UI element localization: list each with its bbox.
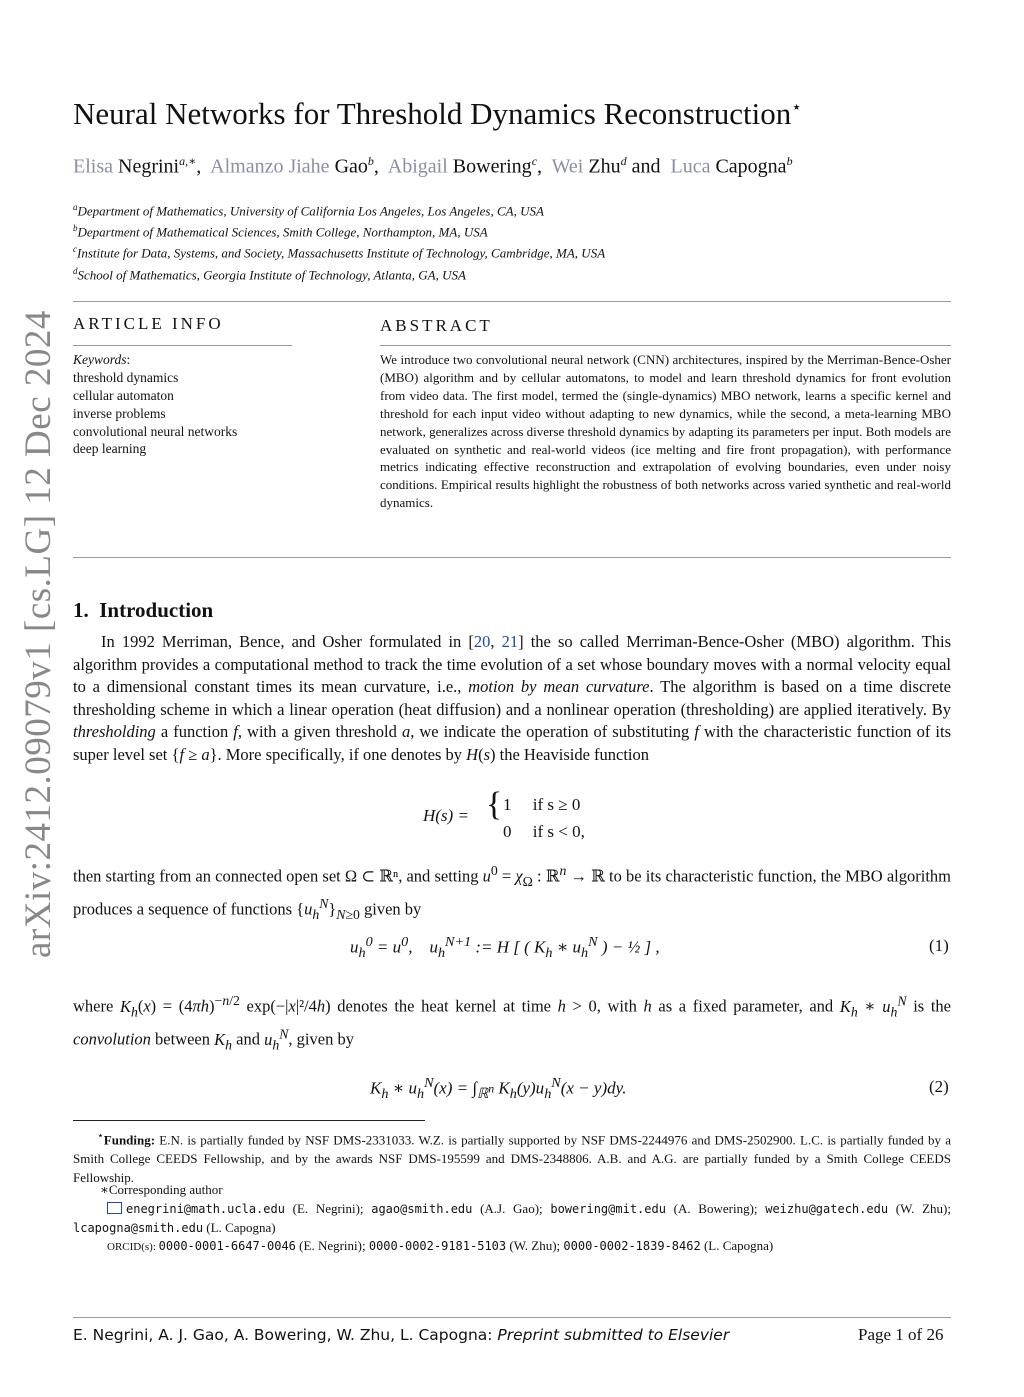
- email-link[interactable]: bowering@mit.edu: [550, 1202, 666, 1216]
- text-run: . More specifically, if one denotes by: [217, 744, 467, 764]
- author-last-name: Gao: [334, 155, 368, 178]
- affiliation-sup: d: [73, 266, 78, 276]
- keywords-label: Keywords:: [73, 352, 131, 367]
- author-affil-sup: b: [786, 154, 793, 168]
- email-line: [73, 1200, 951, 1237]
- keyword-item: deep learning: [73, 441, 147, 456]
- email-link[interactable]: agao@smith.edu: [371, 1202, 473, 1216]
- author-affil-sup: c: [531, 154, 538, 168]
- title-footnote-mark: ⋆: [791, 97, 802, 117]
- author-and: and: [631, 155, 661, 178]
- orcid-link[interactable]: 0000-0002-9181-5103: [368, 1239, 507, 1253]
- text-run: to be its characteristic function, the MBO algorithm produces a sequence of functions: [73, 866, 952, 919]
- text-run: . The algorithm is based on a time discrete thresholding scheme in which a linear operation (heat diffusion) and a nonlinear operation (thresholding) are applied iteratively. By: [73, 677, 951, 719]
- text-run: with the characteristic function of its super level set: [73, 722, 951, 764]
- text-run: In 1992 Merriman, Bence, and Osher formulated in [: [101, 632, 474, 651]
- paper-title: [73, 96, 802, 132]
- abstract-end-divider: [73, 557, 951, 558]
- funding-text: E.N. is partially funded by NSF DMS-2331033. W.Z. is partially supported by NSF DMS-2244976 and DMS-2502900. L.C. is partially funded by a Smith College CEEDS Fellowship, and by the awards NSF DMS-195599 and DMS-2348806. A.B. and A.G. are partially funded by a Smith College CEEDS Fellowship.: [73, 1132, 951, 1185]
- heaviside-case-1: [503, 795, 580, 815]
- arxiv-stamp: arXiv:2412.09079v1 [cs.LG] 12 Dec 2024: [18, 310, 59, 958]
- intro-paragraph-3: where $K_h(x) = (4\pi h)^{-n/2}$ exp(−|x|²/4h) denotes the heat kernel at time h > 0, with h as a fixed parameter, and $K_h$ ∗ $u_h^N$ is the convolution between $K_h$ and $u_h^N$, given by: [73, 993, 951, 1053]
- affiliation-text: Department of Mathematical Sciences, Smith College, Northampton, MA, USA: [77, 224, 488, 240]
- citation-link[interactable]: 21: [501, 632, 519, 651]
- email-link[interactable]: weizhu@gatech.edu: [765, 1202, 889, 1216]
- corresponding-author: ∗Corresponding author: [100, 1182, 223, 1197]
- emphasis: thresholding: [73, 722, 156, 742]
- text-run: given by: [359, 899, 422, 919]
- affiliation: [73, 223, 488, 240]
- author-first-name: Wei: [551, 155, 584, 178]
- text-run: , with a given threshold: [237, 722, 402, 742]
- text-run: where: [73, 996, 120, 1016]
- affiliation-text: School of Mathematics, Georgia Institute of Technology, Atlanta, GA, USA: [77, 267, 466, 283]
- text-run: a function: [155, 722, 234, 742]
- affiliation-text: Institute for Data, Systems, and Society, Massachusetts Institute of Technology, Cambridge, MA, USA: [77, 245, 606, 261]
- affiliation-sup: a: [73, 202, 78, 212]
- case-condition: if s ≥ 0: [532, 795, 581, 814]
- author-last-name: Negrini: [118, 155, 180, 178]
- text-run: then starting from an connected open set Ω ⊂ ℝⁿ, and setting: [73, 866, 483, 886]
- case-condition: if s < 0: [532, 822, 581, 841]
- text-run: , we indicate the operation of substituting: [410, 722, 695, 742]
- footnote-divider: [73, 1120, 425, 1121]
- citation-link[interactable]: 20: [473, 632, 491, 651]
- text-run: is the: [913, 996, 951, 1016]
- email-owner: (W. Zhu);: [888, 1201, 951, 1216]
- orcid-line: [107, 1237, 951, 1257]
- funding-footnote: [73, 1127, 951, 1187]
- header-divider: [73, 301, 951, 302]
- case-value: 1: [503, 795, 512, 814]
- author-affil-sup: d: [620, 154, 627, 168]
- equation-2-number: (2): [929, 1077, 949, 1096]
- case-value: 0: [503, 822, 512, 841]
- text-run: and: [232, 1029, 265, 1049]
- orcid-link[interactable]: 0000-0001-6647-0046: [158, 1239, 296, 1253]
- author-list: Elisa Negrini$^{a,∗}$, Almanzo Jiahe Gao$^b$, Abigail Bowering$^c$, Wei Zhu$^d$ and Luca Capogna$^b$: [73, 154, 793, 178]
- equation-2: $K_h$ ∗ $u_h^N(x) = \int_{ℝ^n}$ $K_h(y)u_h^N(x - y)dy$.: [370, 1075, 627, 1103]
- orcid-label: ORCID(s):: [107, 1241, 159, 1253]
- email-owner: (A.J. Gao);: [472, 1201, 551, 1216]
- text-run: ,: [490, 632, 502, 651]
- author-first-name: Almanzo Jiahe: [210, 155, 330, 178]
- text-run: between: [150, 1029, 215, 1049]
- keyword-item: cellular automaton: [73, 388, 174, 403]
- email-link[interactable]: lcapogna@smith.edu: [73, 1220, 204, 1235]
- article-info-heading: ARTICLE INFO: [73, 314, 224, 333]
- email-owner: (E. Negrini);: [284, 1201, 372, 1216]
- heaviside-lhs: H(s) =: [423, 806, 469, 825]
- brace-glyph: {: [486, 786, 503, 823]
- affiliation-text: Department of Mathematics, University of California Los Angeles, Los Angeles, CA, USA: [77, 203, 544, 219]
- footer-citation: [73, 1326, 729, 1344]
- text-run: the Heaviside function: [495, 744, 650, 764]
- title-text: Neural Networks for Threshold Dynamics Reconstruction: [73, 96, 792, 131]
- email-owner: (A. Bowering);: [665, 1201, 766, 1216]
- intro-paragraph-2: then starting from an connected open set Ω ⊂ ℝⁿ, and setting $u^0 = \chi_\Omega$ : ℝ$^n$ → ℝ to be its characteristic function, the MBO algorithm produces a sequence of functions $\{u_h^N\}_{N\ge 0}$ given by: [73, 863, 952, 923]
- footer-divider: [73, 1317, 951, 1318]
- heaviside-case-2: 0 if s < 0,: [503, 822, 585, 841]
- author-first-name: Elisa: [73, 155, 113, 178]
- author-first-name: Luca: [670, 155, 711, 178]
- author-affil-sup: b: [367, 154, 374, 168]
- abstract-text: We introduce two convolutional neural network (CNN) architectures, inspired by the Merriman-Bence-Osher (MBO) algorithm and by cellular automatons, to model and learn threshold dynamics for front evolution from video data. The first model, termed the (single-dynamics) MBO network, learns a specific kernel and threshold for each input video without adapting to new dynamics, while the second, a meta-learning MBO network, generalizes across diverse threshold dynamics by adapting its parameters per input. Both models are evaluated on synthetic and real-world videos (ice melting and fire front propagation), with performance metrics indicating effective reconstruction and extrapolation of evolving boundaries, even under noisy conditions. Empirical results highlight the robustness of both networks across varied synthetic and real-world dynamics.: [380, 352, 951, 511]
- keyword-item: inverse problems: [73, 406, 166, 421]
- author-last-name: Bowering: [452, 155, 532, 178]
- email-icon: [107, 1202, 122, 1214]
- keyword-item: convolutional neural networks: [73, 424, 238, 439]
- orcid-owner: (L. Capogna): [700, 1238, 774, 1253]
- affiliation: [73, 244, 605, 261]
- author-affil-sup: a,∗: [179, 154, 197, 168]
- text-run: , given by: [288, 1029, 354, 1049]
- orcid-owner: (E. Negrini);: [295, 1238, 369, 1253]
- page-number: Page 1 of 26: [858, 1325, 944, 1344]
- keywords-label-text: Keywords: [73, 352, 127, 367]
- abstract-heading: ABSTRACT: [380, 316, 493, 335]
- article-info-divider: [73, 345, 292, 346]
- author-last-name: Capogna: [715, 155, 787, 178]
- email-owner: (L. Capogna): [203, 1219, 276, 1235]
- abstract-divider: [380, 345, 951, 346]
- orcid-owner: (W. Zhu);: [506, 1238, 564, 1253]
- affiliation-sup: b: [73, 223, 78, 233]
- text-run: denotes the heat kernel at time: [330, 996, 558, 1016]
- equation-1-number: (1): [929, 936, 949, 955]
- equation-1: $u_h^0 = u^0$, $u_h^{N+1}$ := H [ ( $K_h$ ∗ $u_h^N$ ) − ½ ] ,: [350, 934, 660, 962]
- section-number: 1.: [73, 598, 89, 622]
- affiliation-sup: c: [73, 244, 77, 254]
- text-run: , with: [596, 996, 644, 1016]
- section-heading: [73, 598, 213, 623]
- funding-label: Funding:: [103, 1132, 156, 1148]
- section-title: Introduction: [99, 598, 214, 622]
- author-last-name: Zhu: [588, 155, 621, 178]
- keyword-item: threshold dynamics: [73, 370, 179, 385]
- orcid-link[interactable]: 0000-0002-1839-8462: [563, 1239, 701, 1253]
- emphasis: motion by mean curvature: [468, 677, 650, 697]
- emphasis: convolution: [73, 1029, 151, 1049]
- author-first-name: Abigail: [387, 155, 448, 178]
- affiliation: [73, 266, 466, 283]
- email-link[interactable]: enegrini@math.ucla.edu: [126, 1202, 285, 1216]
- footer-venue: Preprint submitted to Elsevier: [497, 1326, 730, 1344]
- text-run: ] the so called Merriman-Bence-Osher (MBO) algorithm. This algorithm provides a computational method to track the time evolution of a set whose boundary moves with a normal velocity equal to a dimensional constant times its mean curvature, i.e.,: [73, 632, 951, 697]
- text-run: as a fixed parameter, and: [651, 996, 840, 1016]
- footer-authors: E. Negrini, A. J. Gao, A. Bowering, W. Zhu, L. Capogna:: [73, 1326, 493, 1344]
- affiliation: [73, 202, 544, 219]
- intro-paragraph-1: In 1992 Merriman, Bence, and Osher formulated in [20, 21] the so called Merriman-Bence-Osher (MBO) algorithm. This algorithm provides a computational method to track the time evolution of a set whose boundary moves with a normal velocity equal to a dimensional constant times its mean curvature, i.e., motion by mean curvature. The algorithm is based on a time discrete thresholding scheme in which a linear operation (heat diffusion) and a nonlinear operation (thresholding) are applied iteratively. By thresholding a function f, with a given threshold a, we indicate the operation of substituting f with the characteristic function of its super level set {f ≥ a}. More specifically, if one denotes by H(s) the Heaviside function: [73, 632, 951, 764]
- footnote-mark: ⋆: [97, 1130, 104, 1142]
